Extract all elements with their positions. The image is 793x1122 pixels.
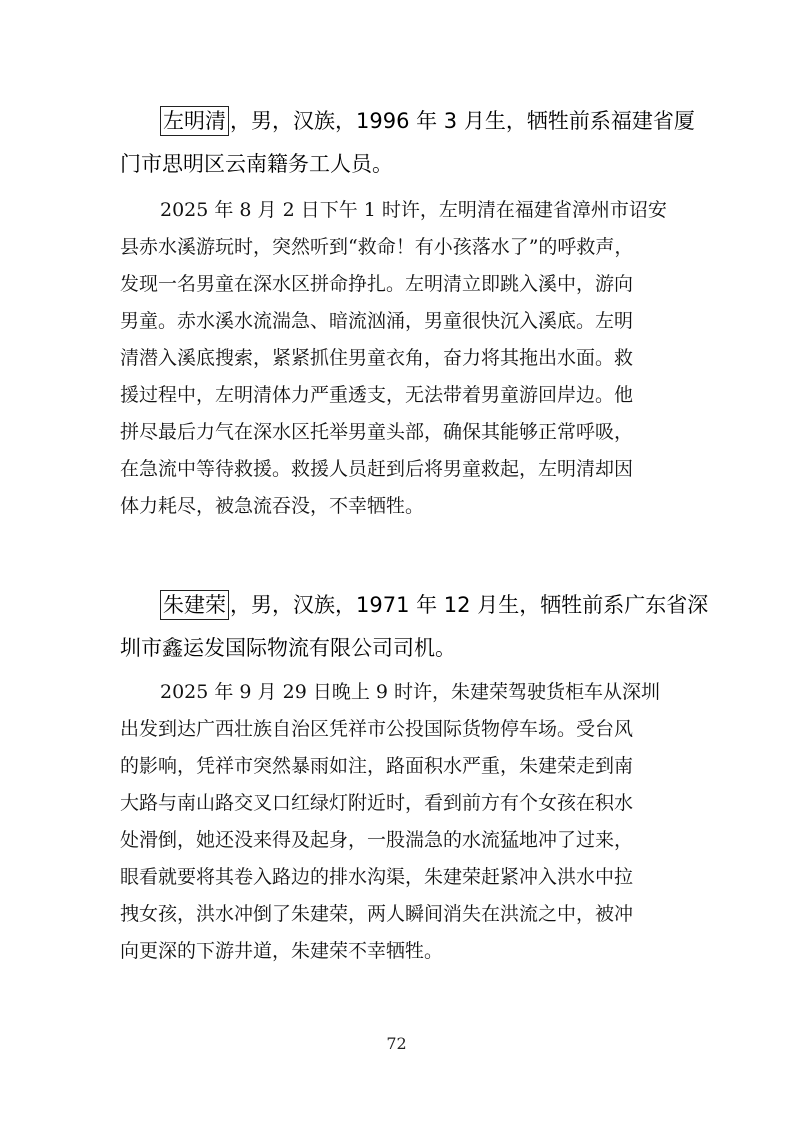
entry-header-line-1 <box>160 100 695 143</box>
body-line: 大路与南山路交叉口红绿灯附近时，看到前方有个女孩在积水 <box>120 792 634 814</box>
entry-zhu-jianrong <box>120 584 709 970</box>
person-name-box: 朱建荣 <box>160 590 229 620</box>
entry-zuo-mingqing <box>120 100 695 525</box>
person-name-box: 左明清 <box>160 106 229 136</box>
body-line: 县赤水溪游玩时，突然听到“救命！有小孩落水了”的呼救声， <box>120 236 634 258</box>
body-line: 的影响，凭祥市突然暴雨如注，路面积水严重，朱建荣走到南 <box>120 755 634 777</box>
body-line: 处滑倒，她还没来得及起身，一股湍急的水流猛地冲了过来， <box>120 829 634 851</box>
body-line: 发现一名男童在深水区拼命挣扎。左明清立即跳入溪中，游向 <box>120 273 634 295</box>
body-line: 向更深的下游井道，朱建荣不幸牺牲。 <box>120 940 444 962</box>
page-number: 72 <box>386 1034 407 1053</box>
entry-header-line-1 <box>160 584 709 627</box>
body-line: 援过程中，左明清体力严重透支，无法带着男童游回岸边。他 <box>120 384 634 406</box>
entry-header <box>120 100 695 186</box>
entry-header-line-2: 门市思明区云南籍务工人员。 <box>120 152 393 176</box>
entry-body <box>120 192 680 525</box>
body-line: 男童。赤水溪水流湍急、暗流汹涌，男童很快沉入溪底。左明 <box>120 310 634 332</box>
entry-header-text: ，男，汉族，1996 年 3 月生，牺牲前系福建省厦 <box>230 109 695 133</box>
entry-header-line-2: 圳市鑫运发国际物流有限公司司机。 <box>120 636 456 660</box>
body-line: 拽女孩，洪水冲倒了朱建荣，两人瞬间消失在洪流之中，被冲 <box>120 903 634 925</box>
body-line: 清潜入溪底搜索，紧紧抓住男童衣角，奋力将其拖出水面。救 <box>120 347 634 369</box>
body-line: 拼尽最后力气在深水区托举男童头部，确保其能够正常呼吸， <box>120 421 634 443</box>
body-line: 体力耗尽，被急流吞没，不幸牺牲。 <box>120 495 425 517</box>
body-line: 2025 年 8 月 2 日下午 1 时许，左明清在福建省漳州市诏安 <box>160 199 667 221</box>
entry-body <box>120 674 680 970</box>
entry-header <box>120 584 709 670</box>
body-line: 2025 年 9 月 29 日晚上 9 时许，朱建荣驾驶货柜车从深圳 <box>160 681 660 703</box>
entry-header-text: ，男，汉族，1971 年 12 月生，牺牲前系广东省深 <box>230 593 709 617</box>
body-line: 眼看就要将其卷入路边的排水沟渠，朱建荣赶紧冲入洪水中拉 <box>120 866 634 888</box>
body-line: 出发到达广西壮族自治区凭祥市公投国际货物停车场。受台风 <box>120 718 634 740</box>
body-line: 在急流中等待救援。救援人员赶到后将男童救起，左明清却因 <box>120 458 634 480</box>
